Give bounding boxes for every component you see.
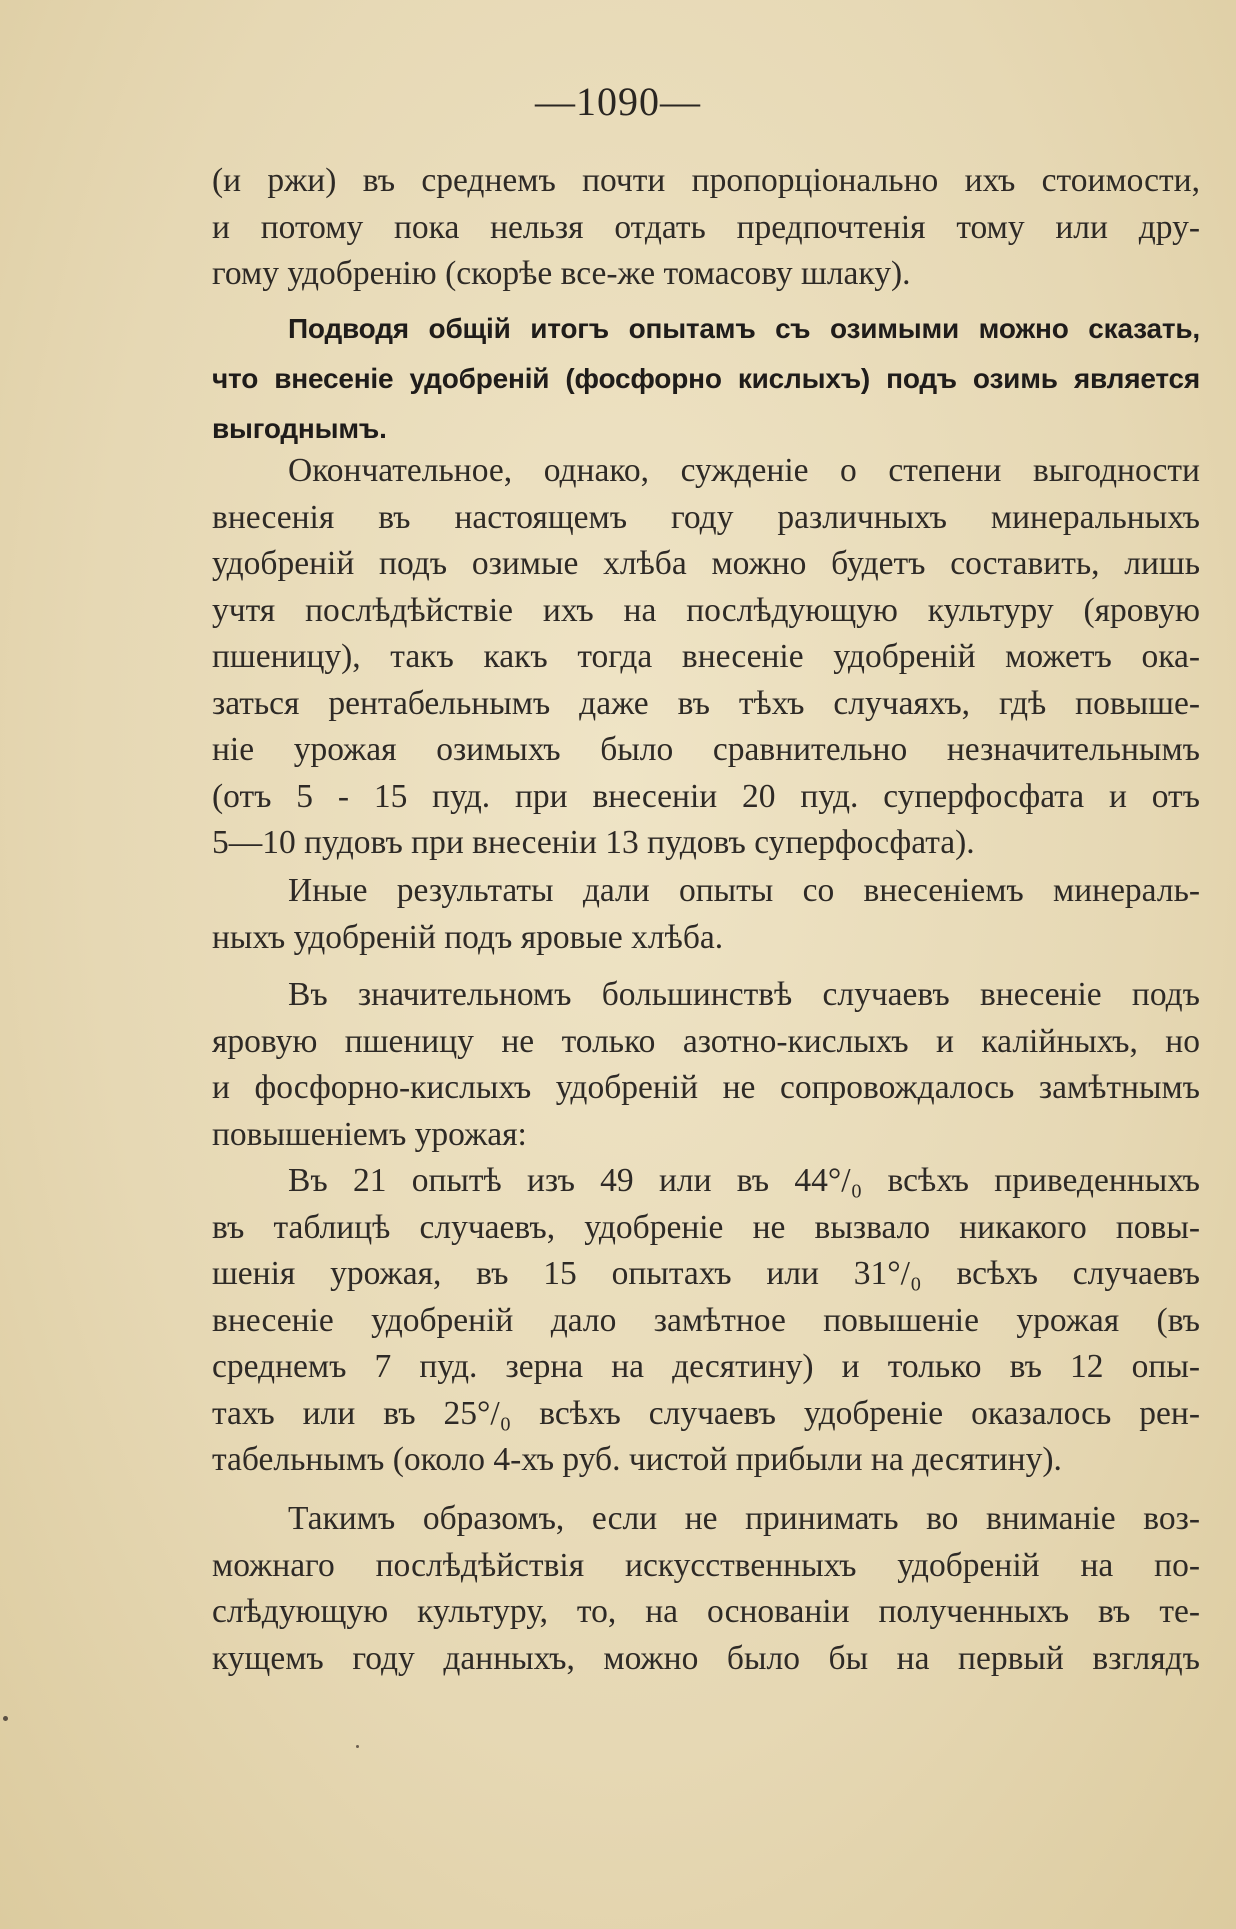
scan-speck: [356, 1745, 359, 1748]
text-line: ныхъ удобреній подъ яровые хлѣба.: [212, 918, 724, 956]
text-line: (отъ 5 - 15 пуд. при внесеніи 20 пуд. суперфосфата и отъ: [212, 777, 1200, 815]
text-line: табельнымъ (около 4-хъ руб. чистой прибыли на десятину).: [212, 1441, 1062, 1478]
text-line: среднемъ 7 пуд. зерна на десятину) и только въ 12 опы-: [212, 1348, 1200, 1385]
text-line: Иные результаты дали опыты со внесеніемъ минераль-: [288, 872, 1200, 909]
text-line: повышеніемъ урожая:: [212, 1115, 527, 1153]
text-line: заться рентабельнымъ даже въ тѣхъ случаяхъ, гдѣ повыше-: [212, 684, 1200, 722]
text-line: гому удобренію (скорѣе все-же томасову шлаку).: [212, 255, 911, 292]
paragraph-7: [212, 1496, 1200, 1682]
paragraph-5: [212, 972, 1200, 1158]
text-line: что внесеніе удобреній (фосфорно кислыхъ) подъ озимь является: [212, 363, 1200, 394]
paragraph-1: [212, 158, 1200, 298]
text-line: Подводя общій итогъ опытамъ съ озимыми можно сказать,: [288, 313, 1200, 344]
text-line: Такимъ образомъ, если не принимать во вниманіе воз-: [288, 1500, 1200, 1537]
text-line: шенія урожая, въ 15 опытахъ или 31°/₀ всѣхъ случаевъ: [212, 1255, 1200, 1292]
text-line: ніе урожая озимыхъ было сравнительно незначительнымъ: [212, 731, 1200, 768]
scan-speck: [3, 1716, 8, 1721]
page-number: —1090—: [535, 79, 701, 124]
text-line: пшеницу), такъ какъ тогда внесеніе удобреній можетъ ока-: [212, 638, 1200, 675]
text-line: Въ 21 опытѣ изъ 49 или въ 44°/₀ всѣхъ приведенныхъ: [288, 1162, 1200, 1199]
paragraph-3: [212, 448, 1200, 867]
text-line: Въ значительномъ большинствѣ случаевъ внесеніе подъ: [288, 976, 1200, 1013]
paragraph-6: [212, 1158, 1200, 1484]
text-line: выгоднымъ.: [212, 413, 387, 444]
text-line: Окончательное, однако, сужденіе о степени выгодности: [288, 452, 1200, 489]
text-line: внесенія въ настоящемъ году различныхъ минеральныхъ: [212, 498, 1200, 536]
text-line: въ таблицѣ случаевъ, удобреніе не вызвало никакого повы-: [212, 1208, 1200, 1246]
text-line: 5—10 пудовъ при внесеніи 13 пудовъ суперфосфата).: [212, 824, 975, 861]
text-line: слѣдующую культуру, то, на основаніи полученныхъ въ те-: [212, 1593, 1200, 1630]
paragraph-summary-bold: [212, 304, 1200, 454]
text-line: и фосфорно-кислыхъ удобреній не сопровождалось замѣтнымъ: [212, 1069, 1200, 1106]
text-line: удобреній подъ озимые хлѣба можно будетъ составить, лишь: [212, 545, 1200, 582]
text-line: можнаго послѣдѣйствія искусственныхъ удобреній на по-: [212, 1546, 1200, 1584]
text-line: (и ржи) въ среднемъ почти пропорціонально ихъ стоимости,: [212, 162, 1200, 199]
text-line: яровую пшеницу не только азотно-кислыхъ и калійныхъ, но: [212, 1022, 1200, 1060]
paragraph-4: [212, 868, 1200, 961]
text-line: кущемъ году данныхъ, можно было бы на первый взглядъ: [212, 1639, 1200, 1677]
text-line: учтя послѣдѣйствіе ихъ на послѣдующую культуру (яровую: [212, 591, 1200, 629]
text-line: и потому пока нельзя отдать предпочтенія тому или дру-: [212, 208, 1200, 246]
text-line: тахъ или въ 25°/₀ всѣхъ случаевъ удобреніе оказалось рен-: [212, 1394, 1200, 1432]
text-line: внесеніе удобреній дало замѣтное повышеніе урожая (въ: [212, 1301, 1200, 1339]
